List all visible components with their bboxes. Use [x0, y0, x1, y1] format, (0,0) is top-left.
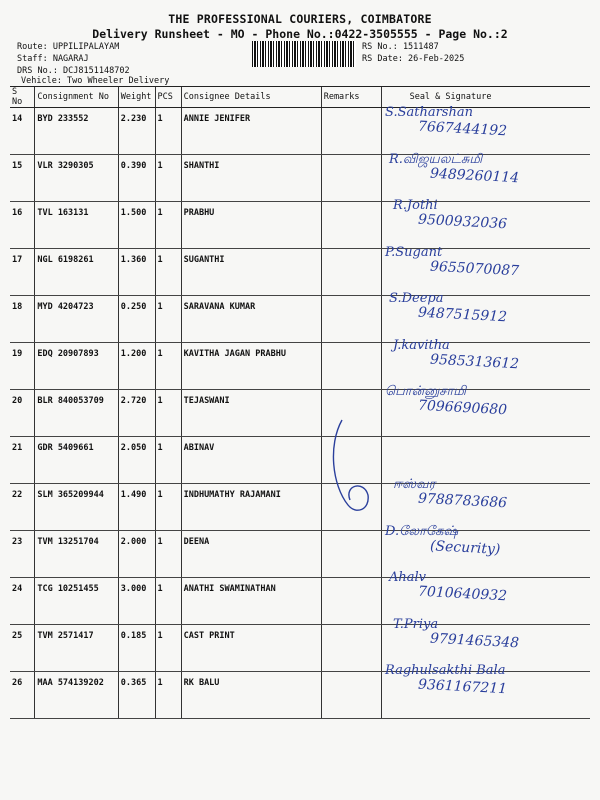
cell-pcs: 1	[155, 249, 181, 296]
header-sno: S No	[10, 87, 35, 108]
cell-weight: 1.500	[118, 202, 155, 249]
cell-remarks	[321, 672, 381, 719]
signature-name: பொன்னுசாமி	[385, 384, 467, 399]
cell-pcs: 1	[155, 578, 181, 625]
cell-remarks	[321, 625, 381, 672]
cell-remarks	[321, 155, 381, 202]
signature-phone: 7096690680	[417, 397, 508, 419]
signature-phone: 9489260114	[429, 165, 520, 186]
cell-consignee: SHANTHI	[181, 155, 321, 202]
staff-label: Staff: NAGARAJ	[17, 54, 89, 64]
route-label: Route: UPPILIPALAYAM	[17, 42, 120, 52]
cell-remarks	[321, 296, 381, 343]
cell-sno: 15	[10, 155, 35, 202]
table-header-row	[10, 87, 590, 108]
cell-sno: 24	[10, 578, 35, 625]
header-weight: Weight	[118, 87, 155, 108]
cell-consignee: ANNIE JENIFER	[181, 108, 321, 155]
cell-weight: 2.720	[118, 390, 155, 437]
cell-consignment: TVM 2571417	[35, 625, 118, 672]
header-pcs: PCS	[155, 87, 181, 108]
cell-weight: 3.000	[118, 578, 155, 625]
cell-weight: 2.230	[118, 108, 155, 155]
signature-name: R.Jothi	[393, 198, 438, 213]
cell-sno: 25	[10, 625, 35, 672]
signature-phone: 7667444192	[417, 118, 508, 140]
cell-consignment: TVM 13251704	[35, 531, 118, 578]
cell-pcs: 1	[155, 202, 181, 249]
cell-consignment: NGL 6198261	[35, 249, 118, 296]
signature-name: ஈஸ்வர	[393, 477, 436, 492]
cell-sno: 18	[10, 296, 35, 343]
cell-consignment: TVL 163131	[35, 202, 118, 249]
cell-pcs: 1	[155, 296, 181, 343]
cell-consignee: INDHUMATHY RAJAMANI	[181, 484, 321, 531]
cell-consignment: BYD 233552	[35, 108, 118, 155]
cell-sno: 22	[10, 484, 35, 531]
header-remarks: Remarks	[321, 87, 381, 108]
signature-phone: 9788783686	[417, 490, 508, 512]
signature-name: T.Priya	[393, 616, 439, 632]
cell-consignment: TCG 10251455	[35, 578, 118, 625]
rs-number: RS No.: 1511487	[362, 42, 439, 52]
cell-remarks	[321, 249, 381, 296]
signature-name: D.லோகேஷ்	[385, 523, 458, 539]
cell-pcs: 1	[155, 437, 181, 484]
cell-sno: 16	[10, 202, 35, 249]
vehicle-label: Vehicle: Two Wheeler Delivery	[21, 76, 170, 86]
signature-name: R.விஜயலட்சுமி	[389, 151, 483, 167]
cell-consignment: SLM 365209944	[35, 484, 118, 531]
signature-scribble	[330, 415, 390, 525]
cell-sno: 19	[10, 343, 35, 390]
cell-sno: 17	[10, 249, 35, 296]
cell-remarks	[321, 108, 381, 155]
company-title: THE PROFESSIONAL COURIERS, COIMBATORE	[168, 12, 432, 26]
cell-remarks	[321, 578, 381, 625]
signature-phone: 9585313612	[429, 351, 520, 372]
signature-phone: 9487515912	[417, 304, 508, 326]
cell-weight: 1.360	[118, 249, 155, 296]
signature-phone: 7010640932	[417, 583, 508, 605]
barcode	[252, 41, 356, 67]
rs-date: RS Date: 26-Feb-2025	[362, 54, 465, 64]
cell-sno: 20	[10, 390, 35, 437]
cell-pcs: 1	[155, 531, 181, 578]
cell-pcs: 1	[155, 672, 181, 719]
header-signature: Seal & Signature	[381, 87, 590, 108]
cell-consignment: EDQ 20907893	[35, 343, 118, 390]
cell-weight: 0.250	[118, 296, 155, 343]
cell-consignee: SUGANTHI	[181, 249, 321, 296]
cell-pcs: 1	[155, 108, 181, 155]
cell-consignee: RK BALU	[181, 672, 321, 719]
cell-weight: 0.365	[118, 672, 155, 719]
cell-pcs: 1	[155, 625, 181, 672]
cell-sno: 23	[10, 531, 35, 578]
cell-consignee: ABINAV	[181, 437, 321, 484]
cell-weight: 1.200	[118, 343, 155, 390]
cell-consignee: SARAVANA KUMAR	[181, 296, 321, 343]
signature-phone: 9791465348	[429, 630, 520, 651]
cell-consignee: TEJASWANI	[181, 390, 321, 437]
drs-number: DRS No.: DCJ8151148702	[17, 66, 130, 76]
cell-consignment: BLR 840053709	[35, 390, 118, 437]
cell-consignment: VLR 3290305	[35, 155, 118, 202]
cell-pcs: 1	[155, 155, 181, 202]
cell-pcs: 1	[155, 484, 181, 531]
cell-remarks	[321, 202, 381, 249]
signature-name: Raghulsakthi Bala	[385, 663, 506, 678]
signature-name: P.Sugant	[385, 244, 443, 260]
table-row	[10, 531, 590, 578]
cell-consignee: DEENA	[181, 531, 321, 578]
signature-phone: 9500932036	[417, 211, 508, 233]
runsheet-subtitle: Delivery Runsheet - MO - Phone No.:0422-3505555 - Page No.:2	[92, 27, 508, 41]
signature-name: S.Deepa	[389, 291, 444, 306]
cell-consignment: GDR 5409661	[35, 437, 118, 484]
signature-name: Ahalv	[389, 570, 427, 585]
signature-phone: (Security)	[429, 537, 501, 558]
cell-sno: 26	[10, 672, 35, 719]
cell-remarks	[321, 343, 381, 390]
cell-sno: 14	[10, 108, 35, 155]
cell-weight: 2.000	[118, 531, 155, 578]
cell-weight: 2.050	[118, 437, 155, 484]
signature-name: J.kavitha	[393, 337, 450, 353]
cell-pcs: 1	[155, 343, 181, 390]
cell-consignee: CAST PRINT	[181, 625, 321, 672]
cell-consignee: KAVITHA JAGAN PRABHU	[181, 343, 321, 390]
cell-consignee: ANATHI SWAMINATHAN	[181, 578, 321, 625]
cell-weight: 0.185	[118, 625, 155, 672]
signature-phone: 9655070087	[429, 258, 520, 279]
table-row	[10, 437, 590, 484]
cell-consignee: PRABHU	[181, 202, 321, 249]
cell-weight: 0.390	[118, 155, 155, 202]
cell-weight: 1.490	[118, 484, 155, 531]
cell-consignment: MYD 4204723	[35, 296, 118, 343]
cell-pcs: 1	[155, 390, 181, 437]
signature-name: S.Satharshan	[385, 105, 473, 120]
cell-consignment: MAA 574139202	[35, 672, 118, 719]
cell-sno: 21	[10, 437, 35, 484]
cell-remarks	[321, 531, 381, 578]
header-consignment: Consignment No	[35, 87, 118, 108]
header-consignee: Consignee Details	[181, 87, 321, 108]
signature-phone: 9361167211	[417, 676, 508, 698]
